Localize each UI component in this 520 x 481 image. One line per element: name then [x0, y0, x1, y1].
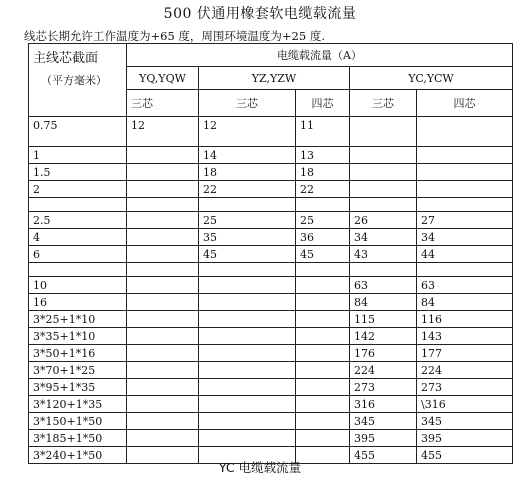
- table-row: [29, 246, 513, 263]
- yq-three-core-cell: [127, 430, 199, 447]
- ampacity-table: [28, 43, 513, 464]
- yc-four-core-cell: \316: [417, 396, 513, 413]
- table-row: [29, 430, 513, 447]
- section-cell: 1.5: [29, 164, 127, 181]
- yz-four-core-cell: 25: [296, 212, 350, 229]
- yc-three-core-header: 三芯: [350, 90, 417, 117]
- yc-three-core-cell: 395: [350, 430, 417, 447]
- yz-three-core-cell: 25: [199, 212, 296, 229]
- table-row: [29, 379, 513, 396]
- yc-four-core-cell: [417, 147, 513, 164]
- document-title: 500 伏通用橡套软电缆载流量: [163, 6, 357, 22]
- yz-three-core-cell: [199, 396, 296, 413]
- yc-four-core-cell: 345: [417, 413, 513, 430]
- section-cell: 0.75: [29, 117, 127, 147]
- yc-three-core-cell: 142: [350, 328, 417, 345]
- type-header-yc: YC,YCW: [350, 67, 513, 90]
- yc-four-core-cell: 143: [417, 328, 513, 345]
- yz-three-core-cell: [199, 362, 296, 379]
- yz-three-core-header: 三芯: [199, 90, 296, 117]
- table-row: [29, 345, 513, 362]
- yq-three-core-cell: [127, 181, 199, 198]
- section-cell: 3*150+1*50: [29, 413, 127, 430]
- yq-three-core-cell: [127, 246, 199, 263]
- yc-three-core-cell: 43: [350, 246, 417, 263]
- yq-three-core-cell: [127, 212, 199, 229]
- yz-four-core-cell: 11: [296, 117, 350, 147]
- yc-three-core-cell: 63: [350, 277, 417, 294]
- section-cell: 1: [29, 147, 127, 164]
- yq-three-core-cell: [127, 164, 199, 181]
- yc-three-core-cell: 84: [350, 294, 417, 311]
- yz-three-core-cell: [199, 379, 296, 396]
- table-spacer-row: [29, 198, 513, 212]
- table-row: [29, 413, 513, 430]
- table-row: [29, 294, 513, 311]
- section-cell: 2.5: [29, 212, 127, 229]
- table-row: [29, 362, 513, 379]
- yq-three-core-cell: [127, 229, 199, 246]
- yc-three-core-cell: [350, 181, 417, 198]
- yc-three-core-cell: 345: [350, 413, 417, 430]
- type-header-yq: YQ,YQW: [127, 67, 199, 90]
- yq-three-core-header: 三芯: [127, 90, 199, 117]
- yq-three-core-cell: [127, 413, 199, 430]
- table-row: [29, 147, 513, 164]
- yc-three-core-cell: 224: [350, 362, 417, 379]
- yq-three-core-cell: [127, 294, 199, 311]
- section-cell: 3*25+1*10: [29, 311, 127, 328]
- yz-three-core-cell: 14: [199, 147, 296, 164]
- yz-four-core-cell: [296, 413, 350, 430]
- yc-four-core-cell: 34: [417, 229, 513, 246]
- yc-four-core-cell: [417, 117, 513, 147]
- section-header-unit: （平方毫米）: [41, 74, 107, 87]
- ampacity-group-header: 电缆载流量（A）: [127, 44, 513, 67]
- table-row: [29, 212, 513, 229]
- yc-three-core-cell: 26: [350, 212, 417, 229]
- section-cell: 3*240+1*50: [29, 447, 127, 464]
- yc-three-core-cell: 316: [350, 396, 417, 413]
- table-row: [29, 311, 513, 328]
- yc-four-core-cell: 455: [417, 447, 513, 464]
- table-row: [29, 396, 513, 413]
- yq-three-core-cell: [127, 328, 199, 345]
- yq-three-core-cell: [127, 396, 199, 413]
- table-row: [29, 328, 513, 345]
- yc-four-core-cell: 177: [417, 345, 513, 362]
- yq-three-core-cell: 12: [127, 117, 199, 147]
- yz-three-core-cell: 22: [199, 181, 296, 198]
- yq-three-core-cell: [127, 311, 199, 328]
- table-row: [29, 277, 513, 294]
- yz-four-core-cell: [296, 345, 350, 362]
- yz-three-core-cell: [199, 430, 296, 447]
- yc-four-core-header: 四芯: [417, 90, 513, 117]
- section-cell: 3*120+1*35: [29, 396, 127, 413]
- yc-four-core-cell: 44: [417, 246, 513, 263]
- section-cell: 2: [29, 181, 127, 198]
- yz-three-core-cell: 12: [199, 117, 296, 147]
- yc-four-core-cell: 84: [417, 294, 513, 311]
- yz-four-core-cell: 13: [296, 147, 350, 164]
- yz-three-core-cell: [199, 345, 296, 362]
- yc-four-core-cell: [417, 164, 513, 181]
- section-cell: 6: [29, 246, 127, 263]
- yz-four-core-cell: 18: [296, 164, 350, 181]
- yz-four-core-cell: [296, 379, 350, 396]
- yz-four-core-cell: [296, 430, 350, 447]
- yc-four-core-cell: 63: [417, 277, 513, 294]
- yz-four-core-cell: 36: [296, 229, 350, 246]
- table-row: [29, 181, 513, 198]
- yz-three-core-cell: 18: [199, 164, 296, 181]
- yc-three-core-cell: 455: [350, 447, 417, 464]
- yz-four-core-cell: 22: [296, 181, 350, 198]
- yc-three-core-cell: 176: [350, 345, 417, 362]
- section-cell: 3*50+1*16: [29, 345, 127, 362]
- section-cell: 16: [29, 294, 127, 311]
- yq-three-core-cell: [127, 362, 199, 379]
- temperature-note: 线芯长期允许工作温度为+65 度，周围环境温度为+25 度.: [24, 29, 326, 43]
- yz-four-core-cell: 45: [296, 246, 350, 263]
- table-row: [29, 117, 513, 147]
- yz-four-core-cell: [296, 328, 350, 345]
- figure-caption: YC 电缆载流量: [218, 460, 302, 475]
- yc-four-core-cell: 27: [417, 212, 513, 229]
- yc-four-core-cell: [417, 181, 513, 198]
- section-header-title: 主线芯截面: [33, 51, 99, 66]
- yz-three-core-cell: [199, 328, 296, 345]
- yq-three-core-cell: [127, 277, 199, 294]
- yc-three-core-cell: 34: [350, 229, 417, 246]
- yz-four-core-cell: [296, 294, 350, 311]
- section-cell: 3*70+1*25: [29, 362, 127, 379]
- yz-four-core-cell: [296, 277, 350, 294]
- section-cell: 4: [29, 229, 127, 246]
- yz-four-core-cell: [296, 362, 350, 379]
- yc-three-core-cell: [350, 147, 417, 164]
- yc-four-core-cell: 116: [417, 311, 513, 328]
- yq-three-core-cell: [127, 147, 199, 164]
- yc-four-core-cell: 273: [417, 379, 513, 396]
- yz-three-core-cell: 35: [199, 229, 296, 246]
- yc-four-core-cell: 224: [417, 362, 513, 379]
- section-header: [29, 44, 127, 117]
- yc-three-core-cell: 273: [350, 379, 417, 396]
- table-row: [29, 164, 513, 181]
- table-row: [29, 229, 513, 246]
- yz-four-core-cell: [296, 311, 350, 328]
- yq-three-core-cell: [127, 345, 199, 362]
- table-spacer-row: [29, 263, 513, 277]
- yc-three-core-cell: [350, 117, 417, 147]
- section-cell: 3*185+1*50: [29, 430, 127, 447]
- yz-four-core-cell: [296, 396, 350, 413]
- yz-three-core-cell: [199, 413, 296, 430]
- section-cell: 10: [29, 277, 127, 294]
- yz-three-core-cell: [199, 277, 296, 294]
- yq-three-core-cell: [127, 379, 199, 396]
- yc-four-core-cell: 395: [417, 430, 513, 447]
- yz-three-core-cell: [199, 294, 296, 311]
- yz-three-core-cell: [199, 311, 296, 328]
- section-cell: 3*35+1*10: [29, 328, 127, 345]
- yz-three-core-cell: 45: [199, 246, 296, 263]
- section-cell: 3*95+1*35: [29, 379, 127, 396]
- yc-three-core-cell: [350, 164, 417, 181]
- yz-four-core-header: 四芯: [296, 90, 350, 117]
- type-header-yz: YZ,YZW: [199, 67, 350, 90]
- yc-three-core-cell: 115: [350, 311, 417, 328]
